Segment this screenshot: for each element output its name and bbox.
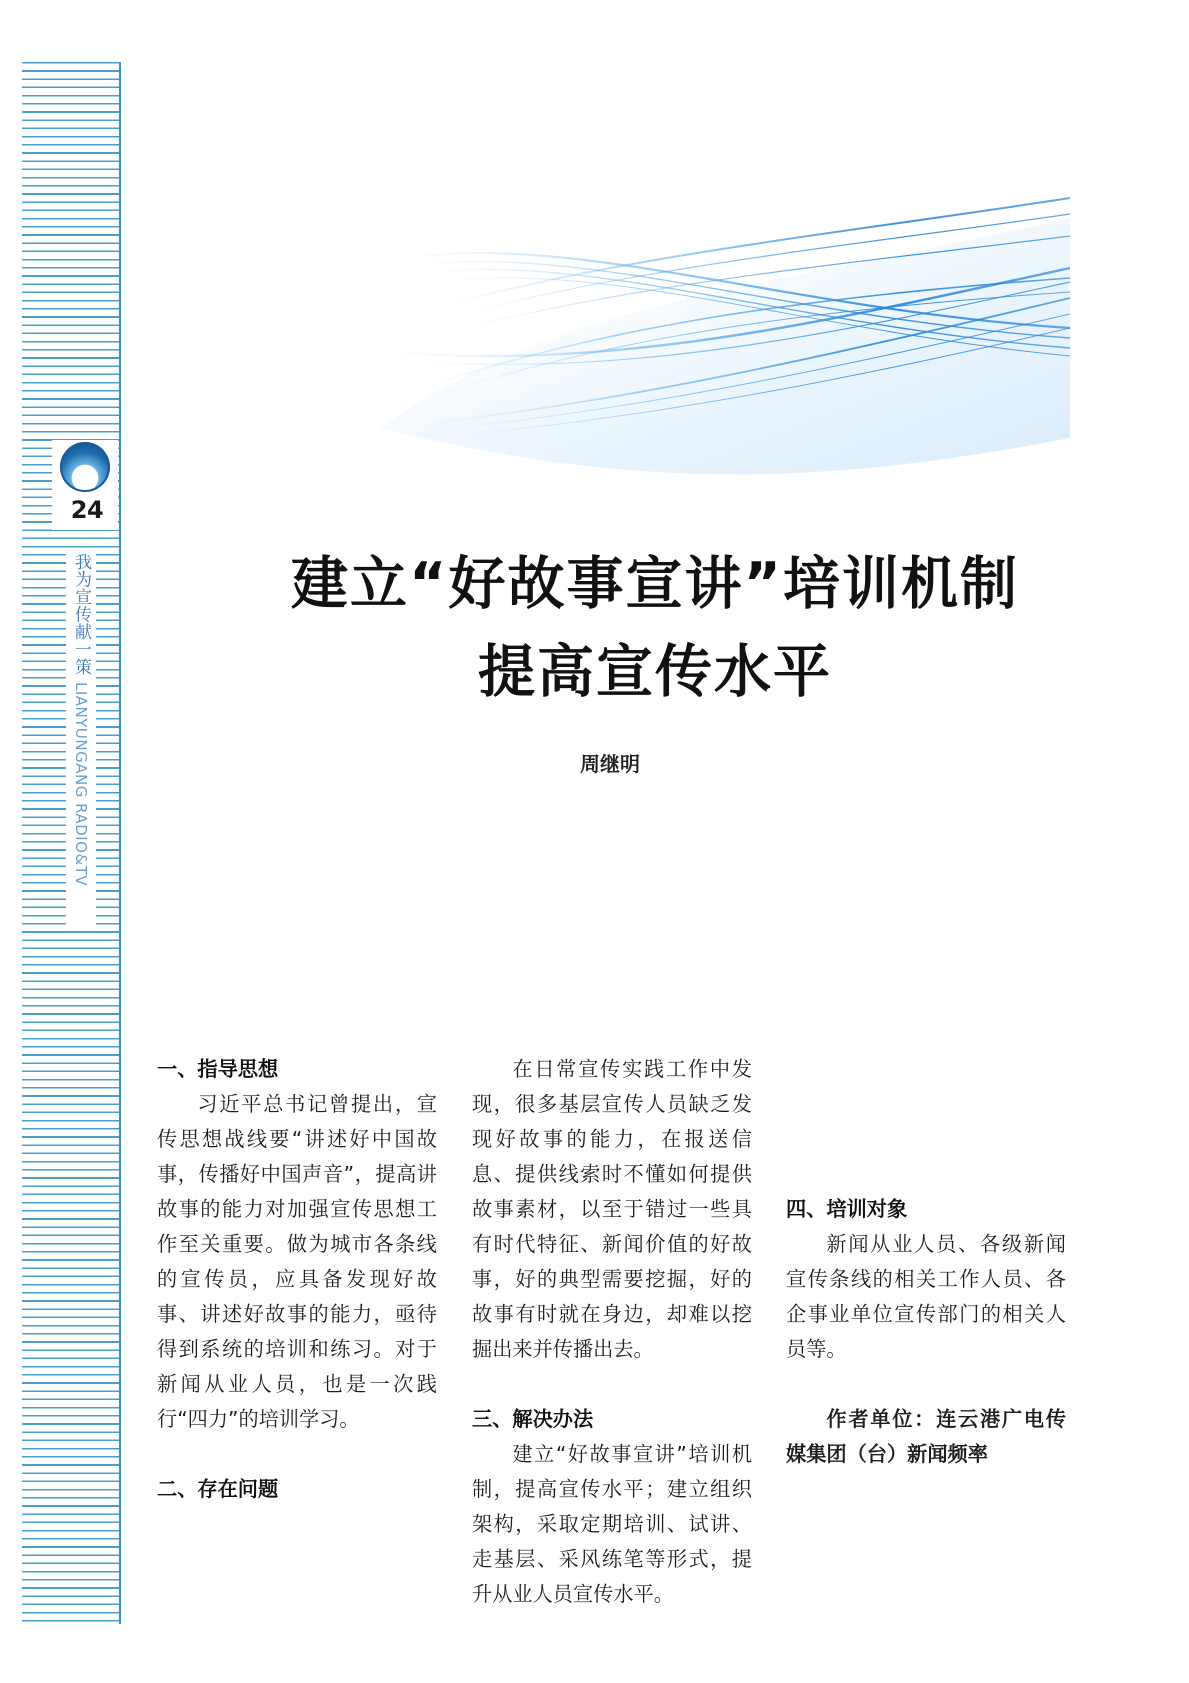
article-title-line1: 建立“好故事宣讲”培训机制: [291, 551, 1019, 617]
stripe-bar-edge: [119, 62, 121, 1624]
column-label-cn: 我为宣传献一策: [71, 553, 91, 676]
text-column-1: [157, 1052, 437, 1507]
text-column-2: [472, 1052, 752, 1612]
text-column-3: [786, 1052, 1066, 1472]
section-paragraph-4: 新闻从业人员、各级新闻宣传条线的相关工作人员、各企事业单位宣传部门的相关人员等。: [786, 1232, 1066, 1361]
section-heading-2: 二、存在问题: [157, 1477, 279, 1501]
author-unit: 作者单位：连云港广电传媒集团（台）新闻频率: [786, 1407, 1066, 1466]
column-label-en: LIANYUNGANG RADIO&TV: [72, 681, 90, 886]
article-title-line2: 提高宣传水平: [478, 639, 832, 705]
section-heading-4: 四、培训对象: [786, 1197, 908, 1221]
section-paragraph-1: 习近平总书记曾提出，宣传思想战线要“讲述好中国故事，传播好中国声音”，提高讲故事的能力对加强宣传思想工作至关重要。做为城市各条线的宣传员，应具备发现好故事、讲述好故事的能力，亟待得到系统的培训和练习。对于新闻从业人员，也是一次践行“四力”的培训学习。: [157, 1092, 437, 1431]
page-number: 24: [70, 496, 104, 524]
section-heading-3: 三、解决办法: [472, 1407, 594, 1431]
magazine-logo-icon: [60, 442, 110, 492]
column-label: [68, 553, 94, 886]
section-paragraph-2: 在日常宣传实践工作中发现，很多基层宣传人员缺乏发现好故事的能力，在报送信息、提供线索时不懂如何提供故事素材，以至于错过一些具有时代特征、新闻价值的好故事，好的典型需要挖掘，好的故事有时就在身边，却难以挖掘出来并传播出去。: [472, 1057, 752, 1361]
section-heading-1: 一、指导思想: [157, 1057, 279, 1081]
article-author: 周继明: [580, 752, 640, 776]
section-paragraph-3: 建立“好故事宣讲”培训机制，提高宣传水平；建立组织架构，采取定期培训、试讲、走基层、采风练笔等形式，提升从业人员宣传水平。: [472, 1442, 752, 1606]
